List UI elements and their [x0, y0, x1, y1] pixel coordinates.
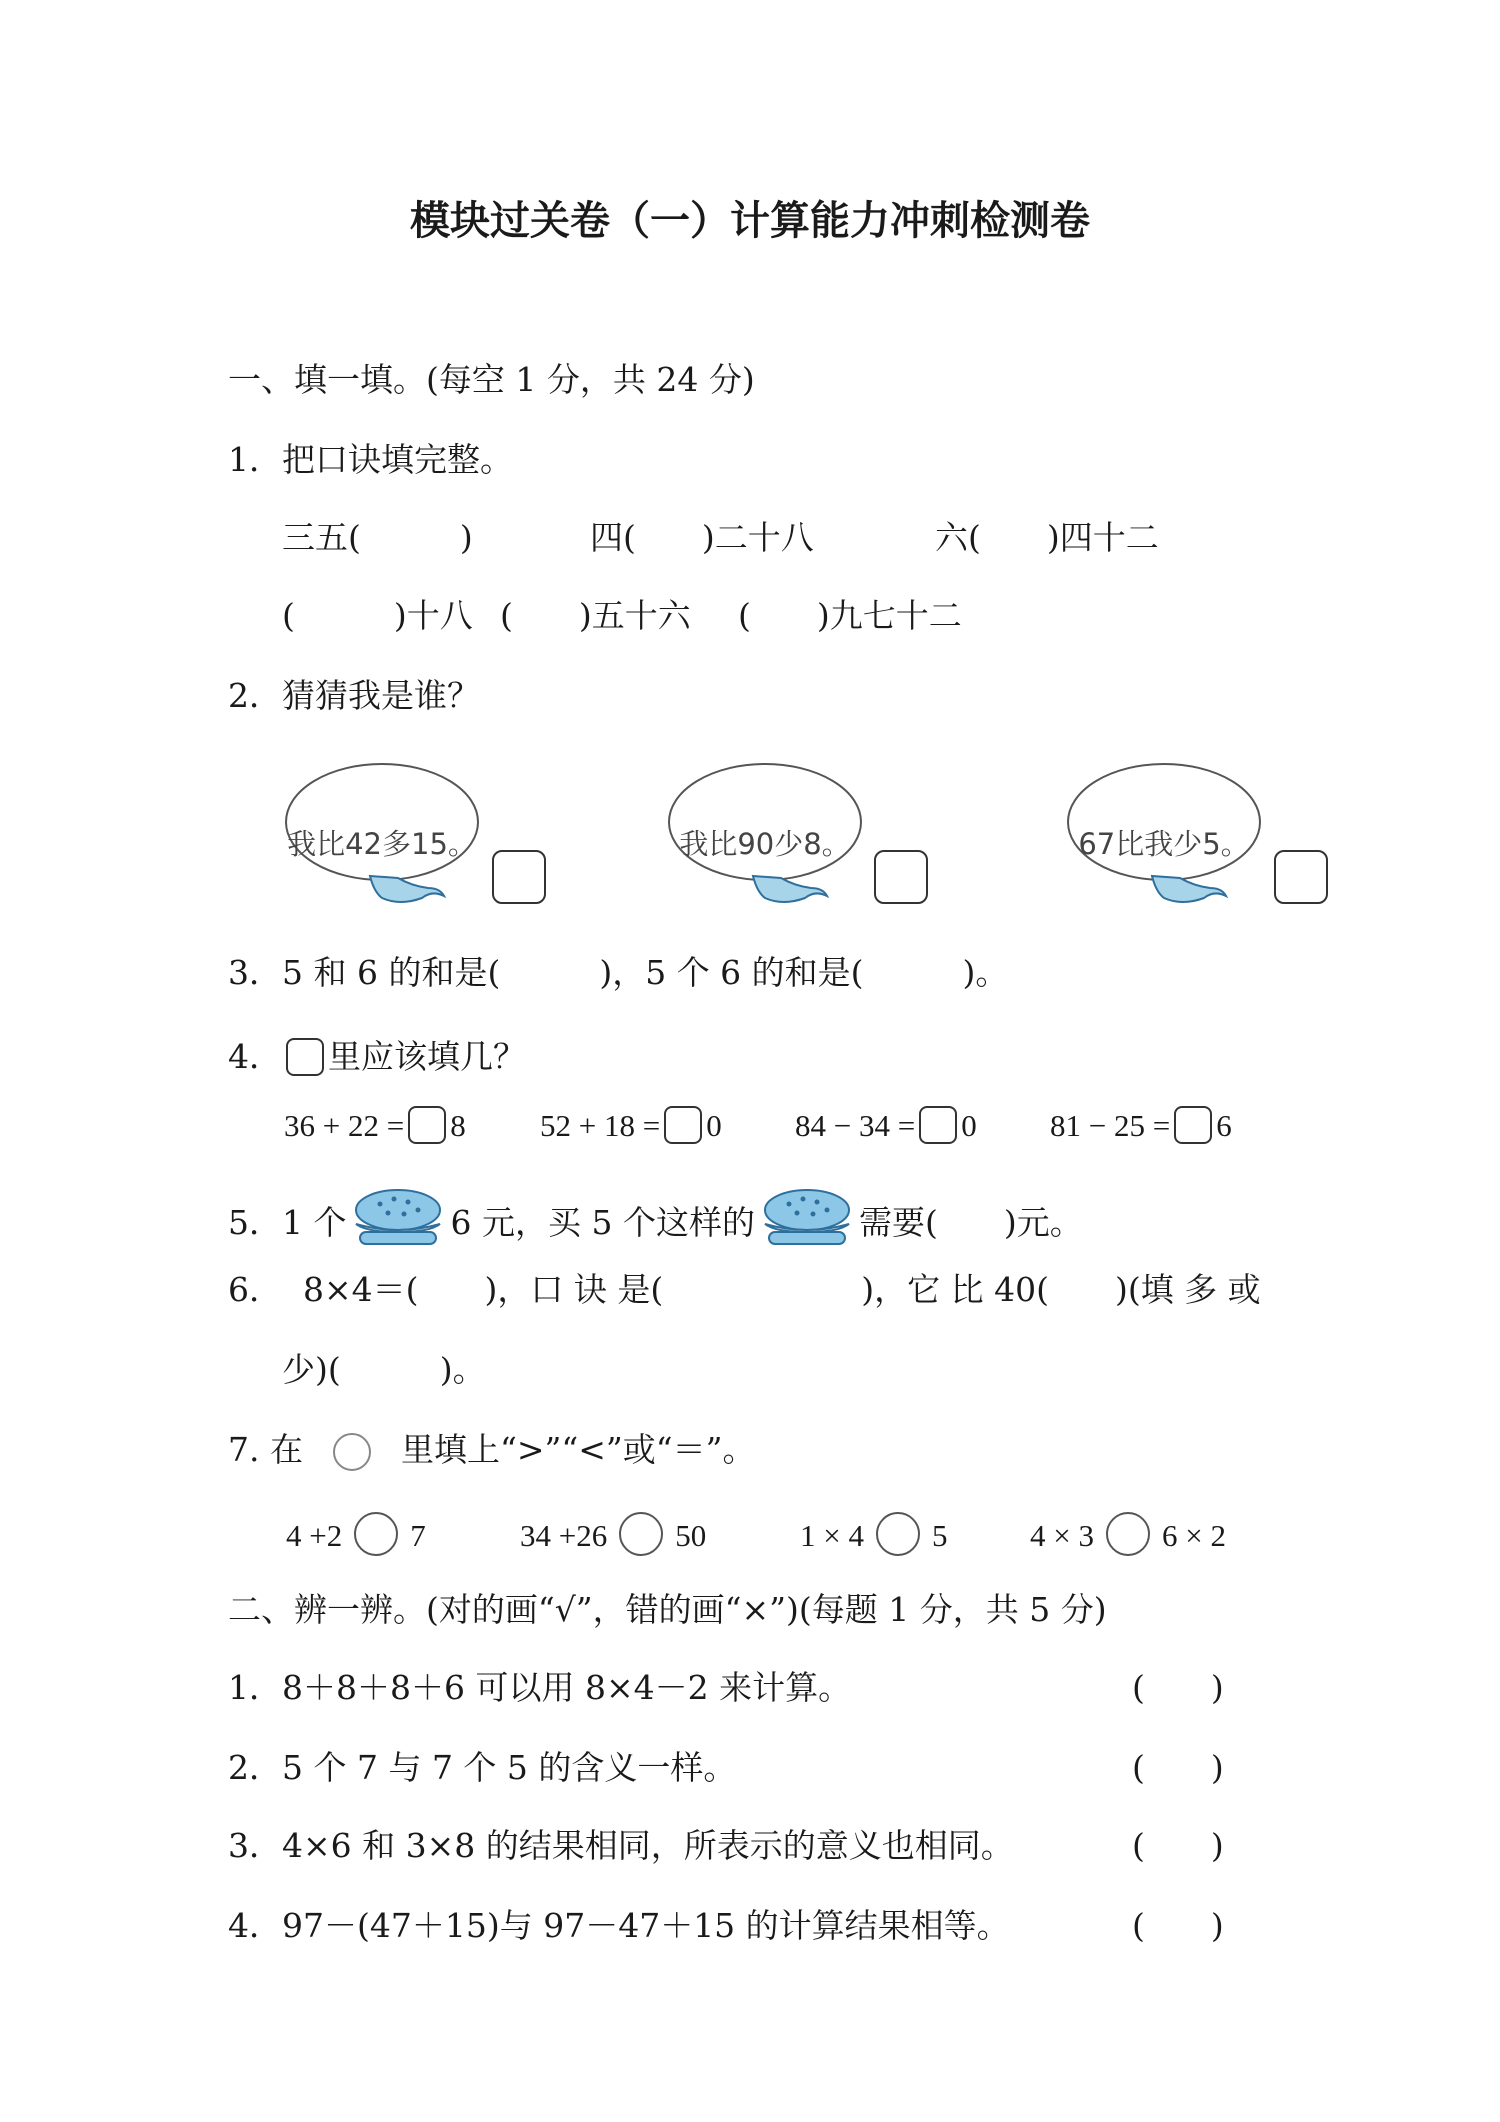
q7-cmp-2 — [520, 1512, 706, 1556]
answer-box[interactable] — [919, 1106, 957, 1144]
q1-blank-6[interactable]: ( )九七十二 — [738, 596, 962, 635]
judge-item-3: 3．4×6 和 3×8 的结果相同，所表示的意义也相同。 — [228, 1826, 1014, 1865]
speech-bubble-1 — [282, 760, 482, 910]
judge-item-4: 4．97－(47＋15)与 97－47＋15 的计算结果相等。 — [228, 1906, 1010, 1945]
answer-box[interactable] — [408, 1106, 446, 1144]
judge-paren-3[interactable]: ( ) — [1132, 1826, 1224, 1865]
q1-blank-1[interactable]: 三五( ) — [282, 518, 473, 557]
cmp-left: 4 +2 — [286, 1518, 343, 1553]
cmp-right: 5 — [931, 1518, 948, 1553]
cmp-right: 7 — [410, 1518, 426, 1553]
judge-paren-4[interactable]: ( ) — [1132, 1906, 1224, 1945]
q1-blank-5[interactable]: ( )五十六 — [500, 596, 691, 635]
q7-cmp-4 — [1030, 1512, 1226, 1556]
bubble-text-1: 我比42多15。 — [287, 827, 477, 861]
burger-icon — [350, 1188, 446, 1250]
q3-text: 3．5 和 6 的和是( )，5 个 6 的和是( )。 — [228, 953, 1009, 992]
cmp-left: 1 × 4 — [800, 1518, 864, 1553]
judge-paren-2[interactable]: ( ) — [1132, 1748, 1224, 1787]
q5-text-3: 需要( )元。 — [858, 1203, 1083, 1242]
eq-right: 0 — [961, 1108, 977, 1143]
compare-circle[interactable] — [876, 1512, 920, 1556]
eq-right: 0 — [706, 1108, 722, 1143]
answer-box-1[interactable] — [492, 850, 546, 904]
q4-label-row — [228, 1037, 526, 1077]
compare-circle[interactable] — [619, 1512, 663, 1556]
answer-box[interactable] — [1174, 1106, 1212, 1144]
q4-label: 里应该填几？ — [328, 1037, 526, 1076]
cmp-left: 4 × 3 — [1030, 1518, 1094, 1553]
eq-left: 52 + 18 = — [540, 1108, 661, 1143]
q1-blank-3[interactable]: 六( )四十二 — [935, 518, 1159, 557]
bubble-text-3: 67比我少5。 — [1078, 827, 1250, 861]
judge-item-2: 2．5 个 7 与 7 个 5 的含义一样。 — [228, 1748, 737, 1787]
q7-text-1: 7. 在 — [228, 1430, 303, 1469]
q6-line2: 少)( )。 — [282, 1350, 486, 1389]
compare-circle[interactable] — [354, 1512, 398, 1556]
eq-left: 36 + 22 = — [284, 1108, 405, 1143]
q5-row — [228, 1188, 1083, 1250]
speech-bubble-3 — [1064, 760, 1264, 910]
eq-right: 8 — [450, 1108, 466, 1143]
speech-bubble-2 — [665, 760, 865, 910]
q1-label: 1．把口诀填完整。 — [228, 440, 513, 479]
answer-box-2[interactable] — [874, 850, 928, 904]
cmp-right: 50 — [675, 1518, 707, 1553]
q5-text-1: 5．1 个 — [228, 1203, 347, 1242]
q7-cmp-1 — [286, 1512, 426, 1556]
q4-number: 4． — [228, 1037, 282, 1076]
q4-eq-2 — [540, 1106, 722, 1146]
cmp-right: 6 × 2 — [1161, 1518, 1226, 1553]
q4-eq-1 — [284, 1106, 466, 1146]
box-symbol-icon — [286, 1038, 324, 1076]
cmp-left: 34 +26 — [520, 1518, 608, 1553]
burger-icon — [759, 1188, 855, 1250]
q1-blank-2[interactable]: 四( )二十八 — [590, 518, 814, 557]
eq-left: 84 − 34 = — [795, 1108, 916, 1143]
q4-eq-3 — [795, 1106, 977, 1146]
q2-label: 2．猜猜我是谁？ — [228, 676, 480, 715]
judge-item-1: 1．8＋8＋8＋6 可以用 8×4－2 来计算。 — [228, 1668, 852, 1707]
circle-symbol-icon — [333, 1433, 371, 1471]
answer-box-3[interactable] — [1274, 850, 1328, 904]
q4-eq-4 — [1050, 1106, 1232, 1146]
q1-blank-4[interactable]: ( )十八 — [282, 596, 473, 635]
compare-circle[interactable] — [1106, 1512, 1150, 1556]
q7-label-row — [228, 1430, 756, 1471]
q7-cmp-3 — [800, 1512, 947, 1556]
eq-left: 81 − 25 = — [1050, 1108, 1171, 1143]
eq-right: 6 — [1216, 1108, 1232, 1143]
q6-line1: 6． 8×4＝( )，口 诀 是( )，它 比 40( )(填 多 或 — [228, 1270, 1261, 1309]
section1-heading: 一、填一填。(每空 1 分，共 24 分) — [228, 360, 755, 399]
q5-text-2: 6 元，买 5 个这样的 — [450, 1203, 755, 1242]
q7-text-2: 里填上“>”“<”或“＝”。 — [400, 1430, 756, 1469]
answer-box[interactable] — [664, 1106, 702, 1144]
bubble-text-2: 我比90少8。 — [679, 827, 851, 861]
section2-heading: 二、辨一辨。(对的画“√”，错的画“×”)(每题 1 分，共 5 分) — [228, 1590, 1107, 1629]
page-title: 模块过关卷（一）计算能力冲刺检测卷 — [410, 198, 1090, 244]
judge-paren-1[interactable]: ( ) — [1132, 1668, 1224, 1707]
